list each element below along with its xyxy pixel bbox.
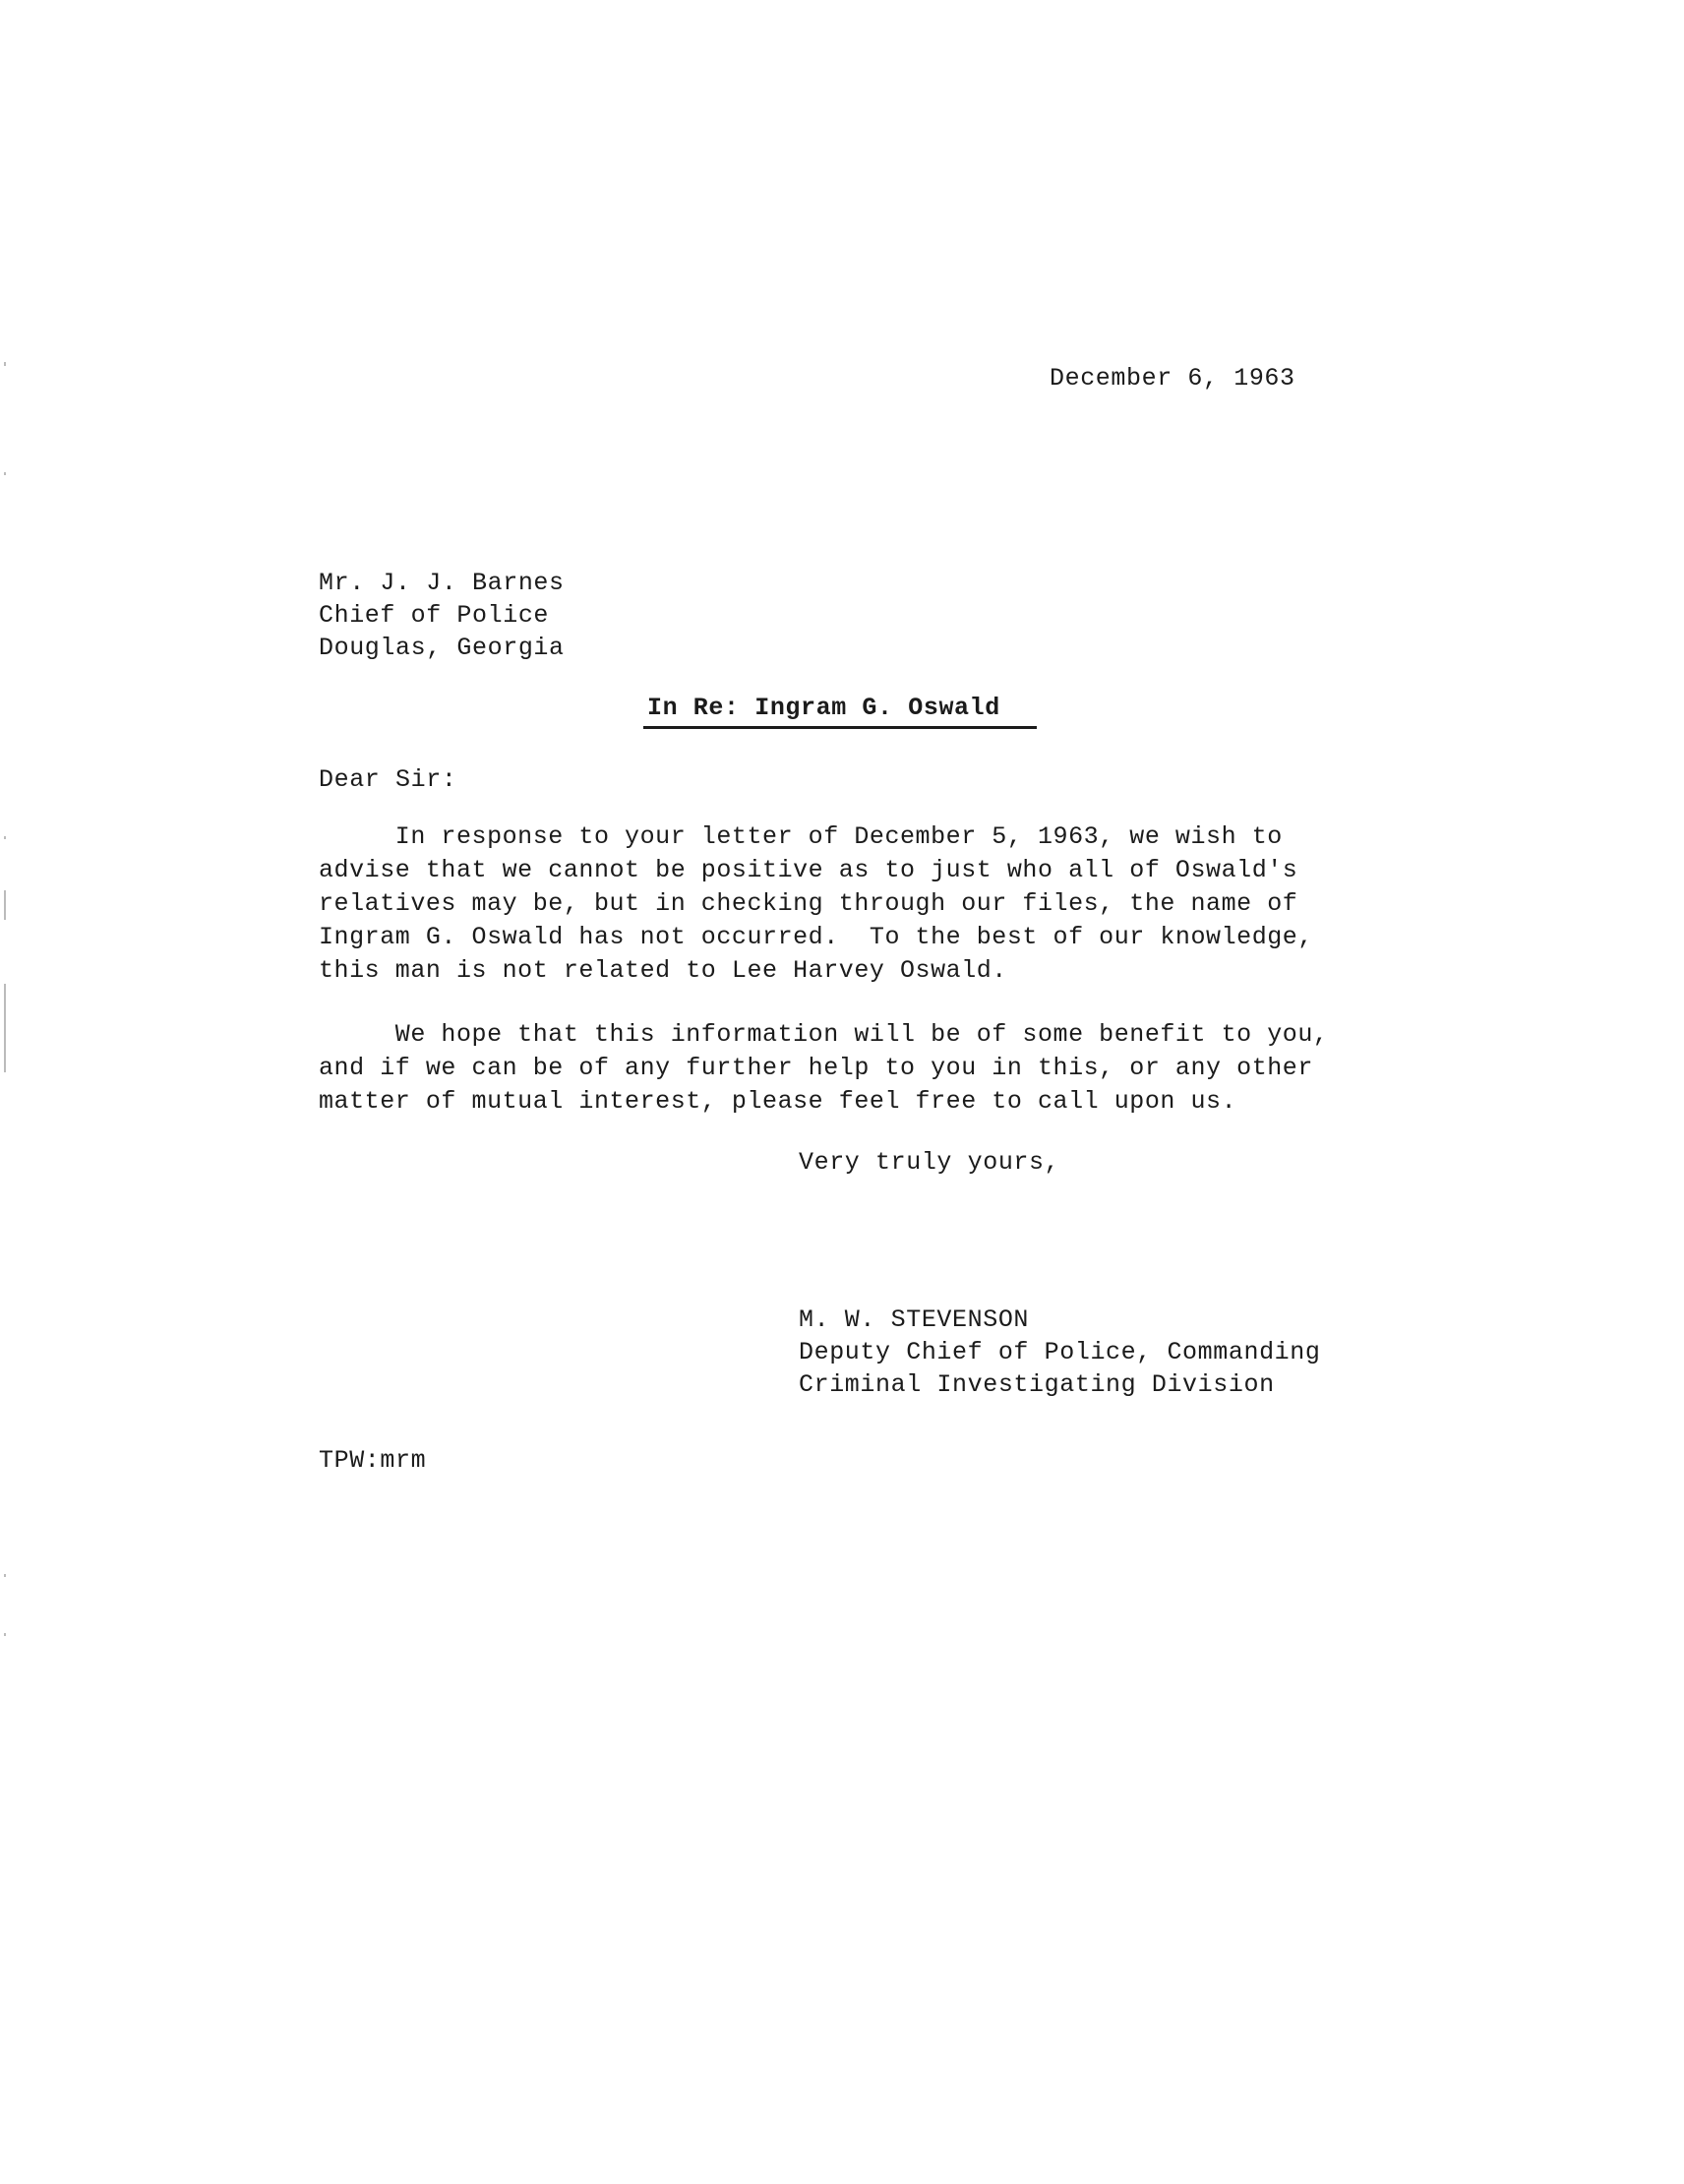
reference-initials: TPW:mrm: [319, 1446, 427, 1475]
signature-title: Deputy Chief of Police, Commanding: [799, 1338, 1321, 1366]
scan-mark: [4, 362, 6, 366]
paragraph-line: relatives may be, but in checking through our files, the name of: [319, 889, 1298, 918]
scan-mark: [4, 984, 6, 1072]
closing: Very truly yours,: [799, 1148, 1060, 1177]
subject-underline: [643, 726, 1037, 729]
recipient-title: Chief of Police: [319, 601, 550, 630]
paragraph-line: We hope that this information will be of some benefit to you,: [319, 1020, 1329, 1049]
paragraph-line: this man is not related to Lee Harvey Oswald.: [319, 956, 1007, 985]
scan-mark: [4, 1633, 6, 1636]
paragraph-line: Ingram G. Oswald has not occurred. To the best of our knowledge,: [319, 923, 1313, 951]
scan-mark: [4, 836, 6, 839]
paragraph-2: [319, 1018, 1328, 1119]
paragraph-line: and if we can be of any further help to you in this, or any other: [319, 1054, 1313, 1082]
scan-mark: [4, 1574, 6, 1577]
scan-mark: [4, 890, 6, 920]
scan-mark: [4, 472, 6, 475]
recipient-name: Mr. J. J. Barnes: [319, 569, 565, 597]
paragraph-line: In response to your letter of December 5, 1963, we wish to: [319, 822, 1283, 851]
recipient-location: Douglas, Georgia: [319, 634, 565, 662]
salutation: Dear Sir:: [319, 765, 457, 794]
paragraph-1: [319, 820, 1313, 988]
letter-date: December 6, 1963: [1050, 364, 1295, 393]
signature-division: Criminal Investigating Division: [799, 1370, 1275, 1399]
paragraph-line: advise that we cannot be positive as to just who all of Oswald's: [319, 856, 1298, 884]
paragraph-line: matter of mutual interest, please feel free to call upon us.: [319, 1087, 1237, 1116]
signature-name: M. W. STEVENSON: [799, 1305, 1030, 1334]
subject-line: In Re: Ingram G. Oswald: [647, 694, 1000, 722]
